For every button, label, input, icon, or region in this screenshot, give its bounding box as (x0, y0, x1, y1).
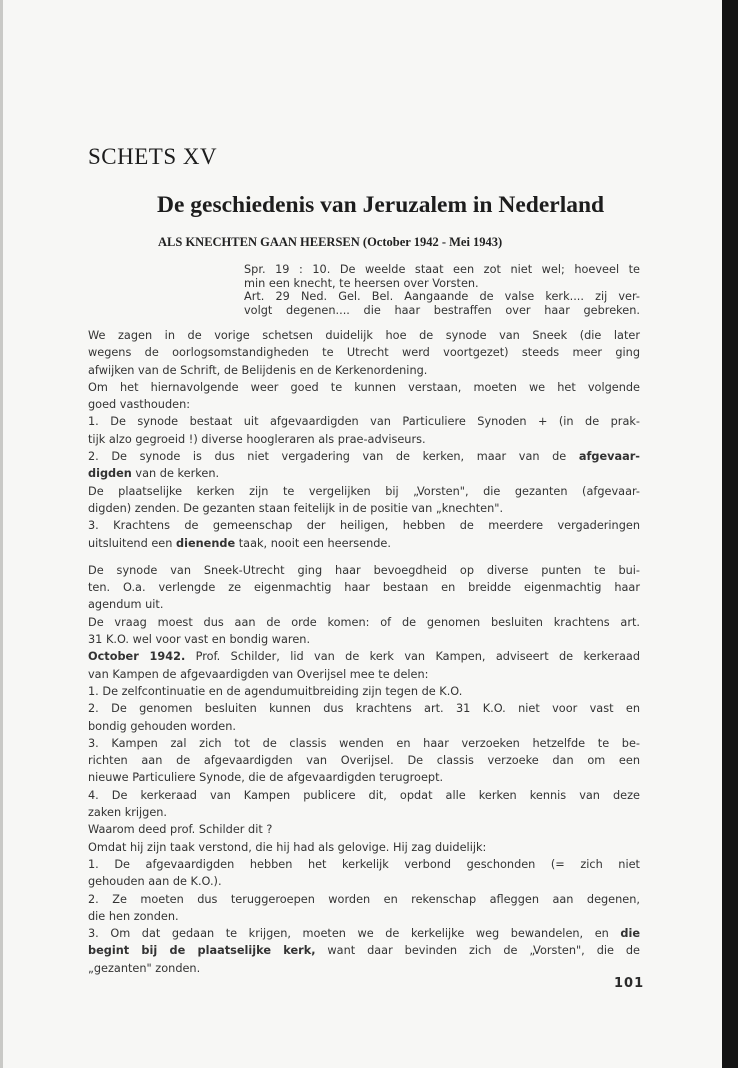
page-left-edge (0, 0, 3, 1068)
body-text-run: taak, nooit een heersende. (235, 536, 391, 550)
bold-text-run: digden (88, 467, 132, 481)
page-title: De geschiedenis van Jeruzalem in Nederland (157, 192, 605, 218)
body-line (88, 648, 640, 665)
chapter-heading: SCHETS XV (88, 144, 218, 169)
body-line: bondig gehouden worden. (88, 719, 237, 733)
body-line: 3. Kampen zal zich tot de classis wenden en haar verzoeken hetzelfde te be- (88, 736, 640, 750)
body-text-run: uitsluitend een (88, 536, 177, 550)
body-line (88, 448, 640, 465)
bold-text-run: dienende (176, 536, 236, 550)
body-line (88, 942, 640, 959)
body-line: De synode van Sneek-Utrecht ging haar bevoegdheid op diverse punten te bui- (88, 563, 640, 577)
bold-text-run: die (620, 927, 640, 941)
body-line: 31 K.O. wel voor vast en bondig waren. (88, 633, 311, 647)
motto-block (244, 263, 640, 317)
body-text-run: 3. Om dat gedaan te krijgen, moeten we de kerkelijke weg bewandelen, en (88, 927, 621, 941)
body-text-run: 2. De synode is dus niet vergadering van de kerken, maar van de (88, 450, 579, 464)
body-line: 3. Krachtens de gemeenschap der heiligen, hebben de meerdere vergaderingen (88, 519, 640, 533)
motto-line: Art. 29 Ned. Gel. Bel. Aangaande de valse kerk.... zij ver- (244, 290, 640, 303)
body-line: 1. De synode bestaat uit afgevaardigden van Particuliere Synoden + (in de prak- (88, 415, 640, 429)
body-line: 1. De zelfcontinuatie en de agendumuitbreiding zijn tegen de K.O. (88, 684, 463, 698)
body-line: 2. Ze moeten dus teruggeroepen worden en rekenschap afleggen aan degenen, (88, 892, 640, 906)
body-line: 2. De genomen besluiten kunnen dus krachtens art. 31 K.O. niet voor vast en (88, 702, 640, 716)
body-line: wegens de oorlogsomstandigheden te Utrecht werd voortgezet) steeds meer ging (88, 346, 640, 360)
body-text-run: van de kerken. (131, 467, 220, 481)
body-line (88, 465, 640, 482)
paragraph-gap (88, 552, 640, 562)
body-text (88, 327, 640, 977)
body-line: 4. De kerkeraad van Kampen publicere dit, opdat alle kerken kennis van deze (88, 788, 640, 802)
bold-text-run: afgevaar- (578, 450, 640, 464)
bold-text-run: October 1942. (88, 650, 186, 664)
body-line: „gezanten" zonden. (88, 961, 201, 975)
body-line: We zagen in de vorige schetsen duidelijk hoe de synode van Sneek (die later (88, 329, 640, 342)
body-line: richten aan de afgevaardigden van Overijsel. De classis verzoeke dan om een (88, 754, 640, 768)
subtitle: ALS KNECHTEN GAAN HEERSEN (October 1942 - Mei 1943) (158, 235, 503, 249)
body-line: agendum uit. (88, 598, 164, 612)
body-line: gehouden aan de K.O.). (88, 875, 222, 889)
body-line: tijk alzo gegroeid !) diverse hoogleraren als prae-adviseurs. (88, 432, 426, 446)
body-line: Waarom deed prof. Schilder dit ? (88, 823, 273, 837)
body-line: van Kampen de afgevaardigden van Overijsel mee te delen: (88, 667, 429, 681)
body-line: zaken krijgen. (88, 806, 168, 820)
body-line: ten. O.a. verlengde ze eigenmachtig haar bestaan en breidde eigenmachtig haar (88, 581, 640, 595)
motto-line: volgt degenen.... die haar bestraffen over haar gebreken. (244, 303, 640, 317)
body-line: die hen zonden. (88, 909, 179, 923)
body-line: 1. De afgevaardigden hebben het kerkelijk verbond geschonden (= zich niet (88, 857, 640, 871)
body-line (88, 925, 640, 942)
body-line (88, 535, 640, 552)
page-number: 101 (614, 976, 645, 991)
body-text-run: Prof. Schilder, lid van de kerk van Kampen, adviseert de kerkeraad (185, 650, 640, 664)
body-text-run: want daar bevinden zich de „Vorsten", die de (315, 944, 640, 958)
body-line: Om het hiernavolgende weer goed te kunnen verstaan, moeten we het volgende (88, 380, 640, 394)
body-line: De plaatselijke kerken zijn te vergelijken bij „Vorsten", die gezanten (afgevaar- (88, 484, 640, 498)
body-line: Omdat hij zijn taak verstond, die hij had als gelovige. Hij zag duidelijk: (88, 840, 487, 854)
motto-line: Spr. 19 : 10. De weelde staat een zot niet wel; hoeveel te (244, 263, 640, 276)
bold-text-run: begint bij de plaatselijke kerk, (88, 944, 316, 958)
body-line: nieuwe Particuliere Synode, die de afgevaardigden terugroept. (88, 771, 444, 785)
body-line: De vraag moest dus aan de orde komen: of de genomen besluiten krachtens art. (88, 615, 640, 629)
body-line: digden) zenden. De gezanten staan feitelijk in de positie van „knechten". (88, 501, 504, 515)
body-line: goed vasthouden: (88, 398, 191, 412)
motto-line: min een knecht, te heersen over Vorsten. (244, 276, 479, 290)
body-line: afwijken van de Schrift, de Belijdenis en de Kerkenordening. (88, 363, 428, 377)
page-right-edge-shadow (722, 0, 738, 1068)
